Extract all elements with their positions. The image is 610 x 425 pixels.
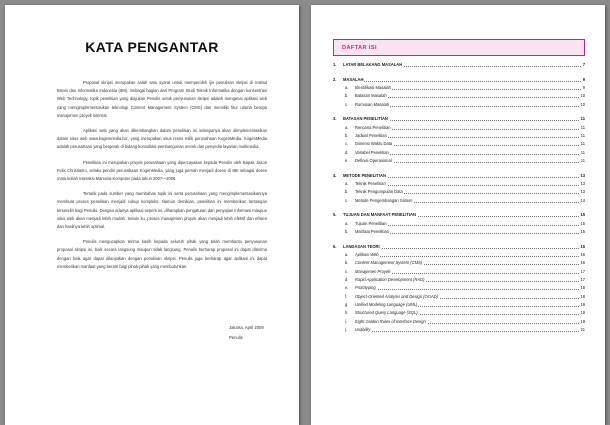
- toc-entry-number: f.: [345, 293, 348, 299]
- toc-entry-number: d.: [345, 277, 349, 283]
- toc-entry-page-number: 9: [582, 76, 585, 82]
- toc-entry-page-number: 18: [580, 285, 585, 291]
- toc-entry-label: MASALAH: [343, 76, 364, 82]
- toc-entry-page-number: 11: [580, 141, 585, 147]
- toc-entry-page-number: 18: [580, 293, 585, 299]
- toc-section-entry: [333, 327, 585, 335]
- toc-entry-label: Manfaat Penelitian: [355, 229, 389, 235]
- toc-entry-number: 6.: [333, 243, 337, 249]
- toc-entry-page-number: 19: [580, 318, 585, 324]
- toc-entry-label: Eight Golden Rules of Interface Design: [355, 318, 426, 324]
- signature-place-date: Jakarta, April 2009: [229, 325, 264, 330]
- toc-entry-label: LANDASAN TEORI: [343, 243, 380, 249]
- toc-entry-number: a.: [345, 252, 349, 258]
- toc-list: [333, 62, 585, 335]
- toc-entry-label: Variabel Penelitian: [355, 149, 389, 155]
- toc-entry-label: METODE PENELITIAN: [343, 172, 386, 178]
- toc-chapter-entry: [333, 173, 585, 181]
- toc-section-entry: [333, 181, 585, 189]
- kata-pengantar-page: [5, 5, 299, 425]
- toc-leader-dots: [355, 137, 581, 138]
- preface-paragraph-3: Penelitian ini merupakan proyek perusahaan yang dipercayakan kepada Penulis oleh Bapak Jason Felix Christianto, selaku pendiri perusahaan KogenMedia, yang juga pernah menjadi dosen di IBII sebagai dosen mata kuliah Interaksi Manusia-Komputer pada tahun 2007—2008.: [57, 159, 267, 182]
- toc-section-entry: [333, 269, 585, 277]
- toc-entry-number: b.: [345, 260, 349, 266]
- toc-entry-label: Prototyping: [355, 285, 376, 291]
- toc-entry-label: Rencana Penelitian: [355, 124, 391, 130]
- toc-entry-label: BATASAN PENELITIAN: [343, 116, 388, 122]
- toc-entry-page-number: 17: [580, 268, 585, 274]
- toc-entry-number: b.: [345, 133, 349, 139]
- toc-section-entry: [333, 93, 585, 101]
- toc-section-entry: [333, 141, 585, 149]
- toc-leader-dots: [355, 331, 581, 332]
- toc-entry-label: Structured Query Language (SQL): [355, 310, 418, 316]
- toc-entry-page-number: 13: [580, 189, 585, 195]
- toc-section-entry: [333, 221, 585, 229]
- toc-entry-page-number: 16: [580, 252, 585, 258]
- toc-entry-page-number: 11: [580, 133, 585, 139]
- toc-entry-number: d.: [345, 149, 349, 155]
- toc-entry-page-number: 15: [580, 212, 585, 218]
- toc-leader-dots: [355, 256, 581, 257]
- preface-paragraph-1: Proposal skripsi merupakan salah satu syarat untuk memperoleh ijin penulisan skripsi di Institut Bisnis dan Informatika Indonesia (IBII). Sebagai bagian dari Program Studi Teknik Informatika dengan konsentrasi Web Technology, topik penelitian yang diajukan Penulis untuk penyusunan skripsi adalah mengenai aplikasi web yang mengimplementasikan teknologi Content Management System (CMS) dan memiliki fitur utama berupa manajemen proyek internal.: [57, 80, 267, 118]
- toc-entry-page-number: 11: [580, 116, 585, 122]
- toc-section-entry: [333, 294, 585, 302]
- toc-entry-page-number: 21: [580, 326, 585, 332]
- toc-entry-page-number: 14: [580, 197, 585, 203]
- toc-entry-page-number: 15: [580, 229, 585, 235]
- toc-entry-number: b.: [345, 93, 349, 99]
- signature-block: [229, 323, 264, 343]
- toc-section-entry: [333, 229, 585, 237]
- toc-chapter-entry: [333, 77, 585, 85]
- toc-entry-page-number: 9: [582, 85, 585, 91]
- toc-entry-label: Batasan Masalah: [355, 93, 387, 99]
- toc-section-entry: [333, 158, 585, 166]
- toc-entry-number: a.: [345, 85, 349, 91]
- toc-entry-number: 1.: [333, 62, 337, 67]
- toc-entry-page-number: 16: [580, 260, 585, 266]
- toc-entry-page-number: 13: [580, 172, 585, 178]
- preface-paragraph-2: Aplikasi web yang akan dikembangkan dalam penelitian ini selanjutnya akan diimplementasikan dalam situs web www.kogenmedia.biz, yang merupakan situs resmi milik perusahaan KogenMedia. KogenMedia adalah perusahaan yang bergerak di bidang konsultasi pembangunan merek dan penyedia layanan multimedia.: [57, 128, 267, 150]
- toc-entry-number: i.: [345, 318, 348, 324]
- toc-leader-dots: [355, 225, 581, 226]
- toc-entry-label: Manajemen Proyek: [355, 268, 391, 274]
- page-title: KATA PENGANTAR: [85, 39, 219, 55]
- toc-section-entry: [333, 285, 585, 293]
- toc-section-entry: [333, 102, 585, 110]
- toc-entry-number: h.: [345, 310, 349, 316]
- toc-entry-number: a.: [345, 124, 349, 130]
- toc-entry-page-number: 16: [580, 243, 585, 249]
- toc-entry-label: Unified Modeling Language (UML): [355, 301, 418, 307]
- toc-section-entry: [333, 133, 585, 141]
- toc-leader-dots: [355, 97, 581, 98]
- toc-entry-label: Jadwal Penelitian: [355, 133, 387, 139]
- toc-entry-label: Definisi Operasional: [355, 157, 392, 163]
- toc-entry-number: 2.: [333, 76, 337, 82]
- toc-section-entry: [333, 85, 585, 93]
- signature-author: Penulis: [229, 335, 243, 340]
- toc-entry-page-number: 11: [580, 124, 585, 130]
- toc-entry-label: TUJUAN DAN MANFAAT PENELITIAN: [343, 212, 416, 218]
- toc-entry-page-number: 11: [580, 149, 585, 155]
- daftar-isi-page: [311, 5, 605, 425]
- toc-chapter-entry: [333, 212, 585, 220]
- toc-entry-page-number: 19: [580, 301, 585, 307]
- toc-entry-number: c.: [345, 141, 349, 147]
- toc-entry-number: j.: [345, 326, 348, 332]
- toc-entry-number: 3.: [333, 116, 337, 122]
- toc-entry-page-number: 17: [580, 277, 585, 283]
- toc-section-entry: [333, 125, 585, 133]
- toc-entry-label: Rumusan Masalah: [355, 101, 390, 107]
- toc-section-entry: [333, 198, 585, 206]
- toc-section-entry: [333, 310, 585, 318]
- preface-paragraph-4: Tertarik pada sumber yang membahas topik ini serta perusahaan yang mengimplementasikannya membuat proses penelitian menjadi cukup kompleks. Namun demikian, penelitian ini memberikan tantangan tersendiri bagi Penulis. Dengan adanya aplikasi seperti ini, diharapkan pengaturan dan penyajian informasi maupun situs web akan menjadi lebih mudah. Selain itu, proses manajemen proyek akan menjadi lebih efektif dan efisien dan hasilnya lebih optimal.: [57, 191, 267, 230]
- toc-entry-number: c.: [345, 197, 349, 203]
- toc-entry-number: a.: [345, 220, 349, 226]
- toc-entry-label: Metode Pengembangan Sistem: [355, 197, 413, 203]
- toc-section-entry: [333, 302, 585, 310]
- toc-title: DAFTAR ISI: [333, 39, 585, 56]
- toc-section-entry: [333, 319, 585, 327]
- toc-entry-label: Aplikasi Web: [355, 252, 379, 258]
- toc-entry-number: c.: [345, 101, 349, 107]
- toc-entry-number: g.: [345, 301, 349, 307]
- toc-entry-label: Content Management System (CMS): [355, 260, 423, 266]
- toc-entry-label: Teknik Penelitian: [355, 181, 386, 187]
- toc-entry-number: a.: [345, 181, 349, 187]
- toc-entry-number: 5.: [333, 212, 337, 218]
- toc-chapter-entry: [333, 244, 585, 252]
- toc-section-entry: [333, 277, 585, 285]
- toc-leader-dots: [343, 81, 581, 82]
- toc-entry-label: Usability: [355, 326, 371, 332]
- toc-entry-page-number: 15: [580, 220, 585, 226]
- toc-entry-label: LATAR BELAKANG MASALAH: [343, 62, 403, 67]
- toc-entry-number: b.: [345, 189, 349, 195]
- preface-paragraph-5: Penulis mengucapkan terima kasih kepada seluruh pihak yang telah membantu penyusunan proposal skripsi ini, baik secara langsung maupun tidak langsung. Penulis berharap proposal ini dapat diterima dengan baik agar dapat dilanjutkan dengan penulisan skripsi. Penulis juga berharap agar aplikasi ini dapat memberikan manfaat yang berarti bagi pihak-pihak yang membutuhkan.: [57, 239, 267, 269]
- toc-section-entry: [333, 189, 585, 197]
- toc-section-entry: [333, 260, 585, 268]
- toc-entry-number: 4.: [333, 172, 337, 178]
- preface-body: [57, 79, 267, 278]
- toc-chapter-entry: [333, 116, 585, 124]
- toc-chapter-entry: [333, 62, 585, 70]
- toc-entry-label: Tujuan Penelitian: [355, 220, 387, 226]
- toc-entry-number: e.: [345, 157, 349, 163]
- toc-entry-number: c.: [345, 268, 349, 274]
- toc-entry-page-number: 11: [580, 157, 585, 163]
- toc-entry-label: Object-Oriented Analysis and Design (OOAD): [355, 293, 438, 299]
- toc-leader-dots: [355, 185, 581, 186]
- toc-entry-page-number: 10: [580, 101, 585, 107]
- toc-entry-page-number: 10: [580, 93, 585, 99]
- toc-entry-label: Dimensi Waktu Data: [355, 141, 393, 147]
- toc-leader-dots: [355, 289, 581, 290]
- toc-entry-number: e.: [345, 285, 349, 291]
- toc-section-entry: [333, 252, 585, 260]
- toc-entry-label: Teknik Pengumpulan Data: [355, 189, 403, 195]
- toc-entry-page-number: 7: [582, 62, 585, 67]
- toc-entry-number: b.: [345, 229, 349, 235]
- toc-entry-page-number: 19: [580, 310, 585, 316]
- toc-entry-page-number: 13: [580, 181, 585, 187]
- toc-section-entry: [333, 150, 585, 158]
- toc-entry-label: Identifikasi Masalah: [355, 85, 391, 91]
- toc-entry-label: Rapid Application Development (RAD): [355, 277, 425, 283]
